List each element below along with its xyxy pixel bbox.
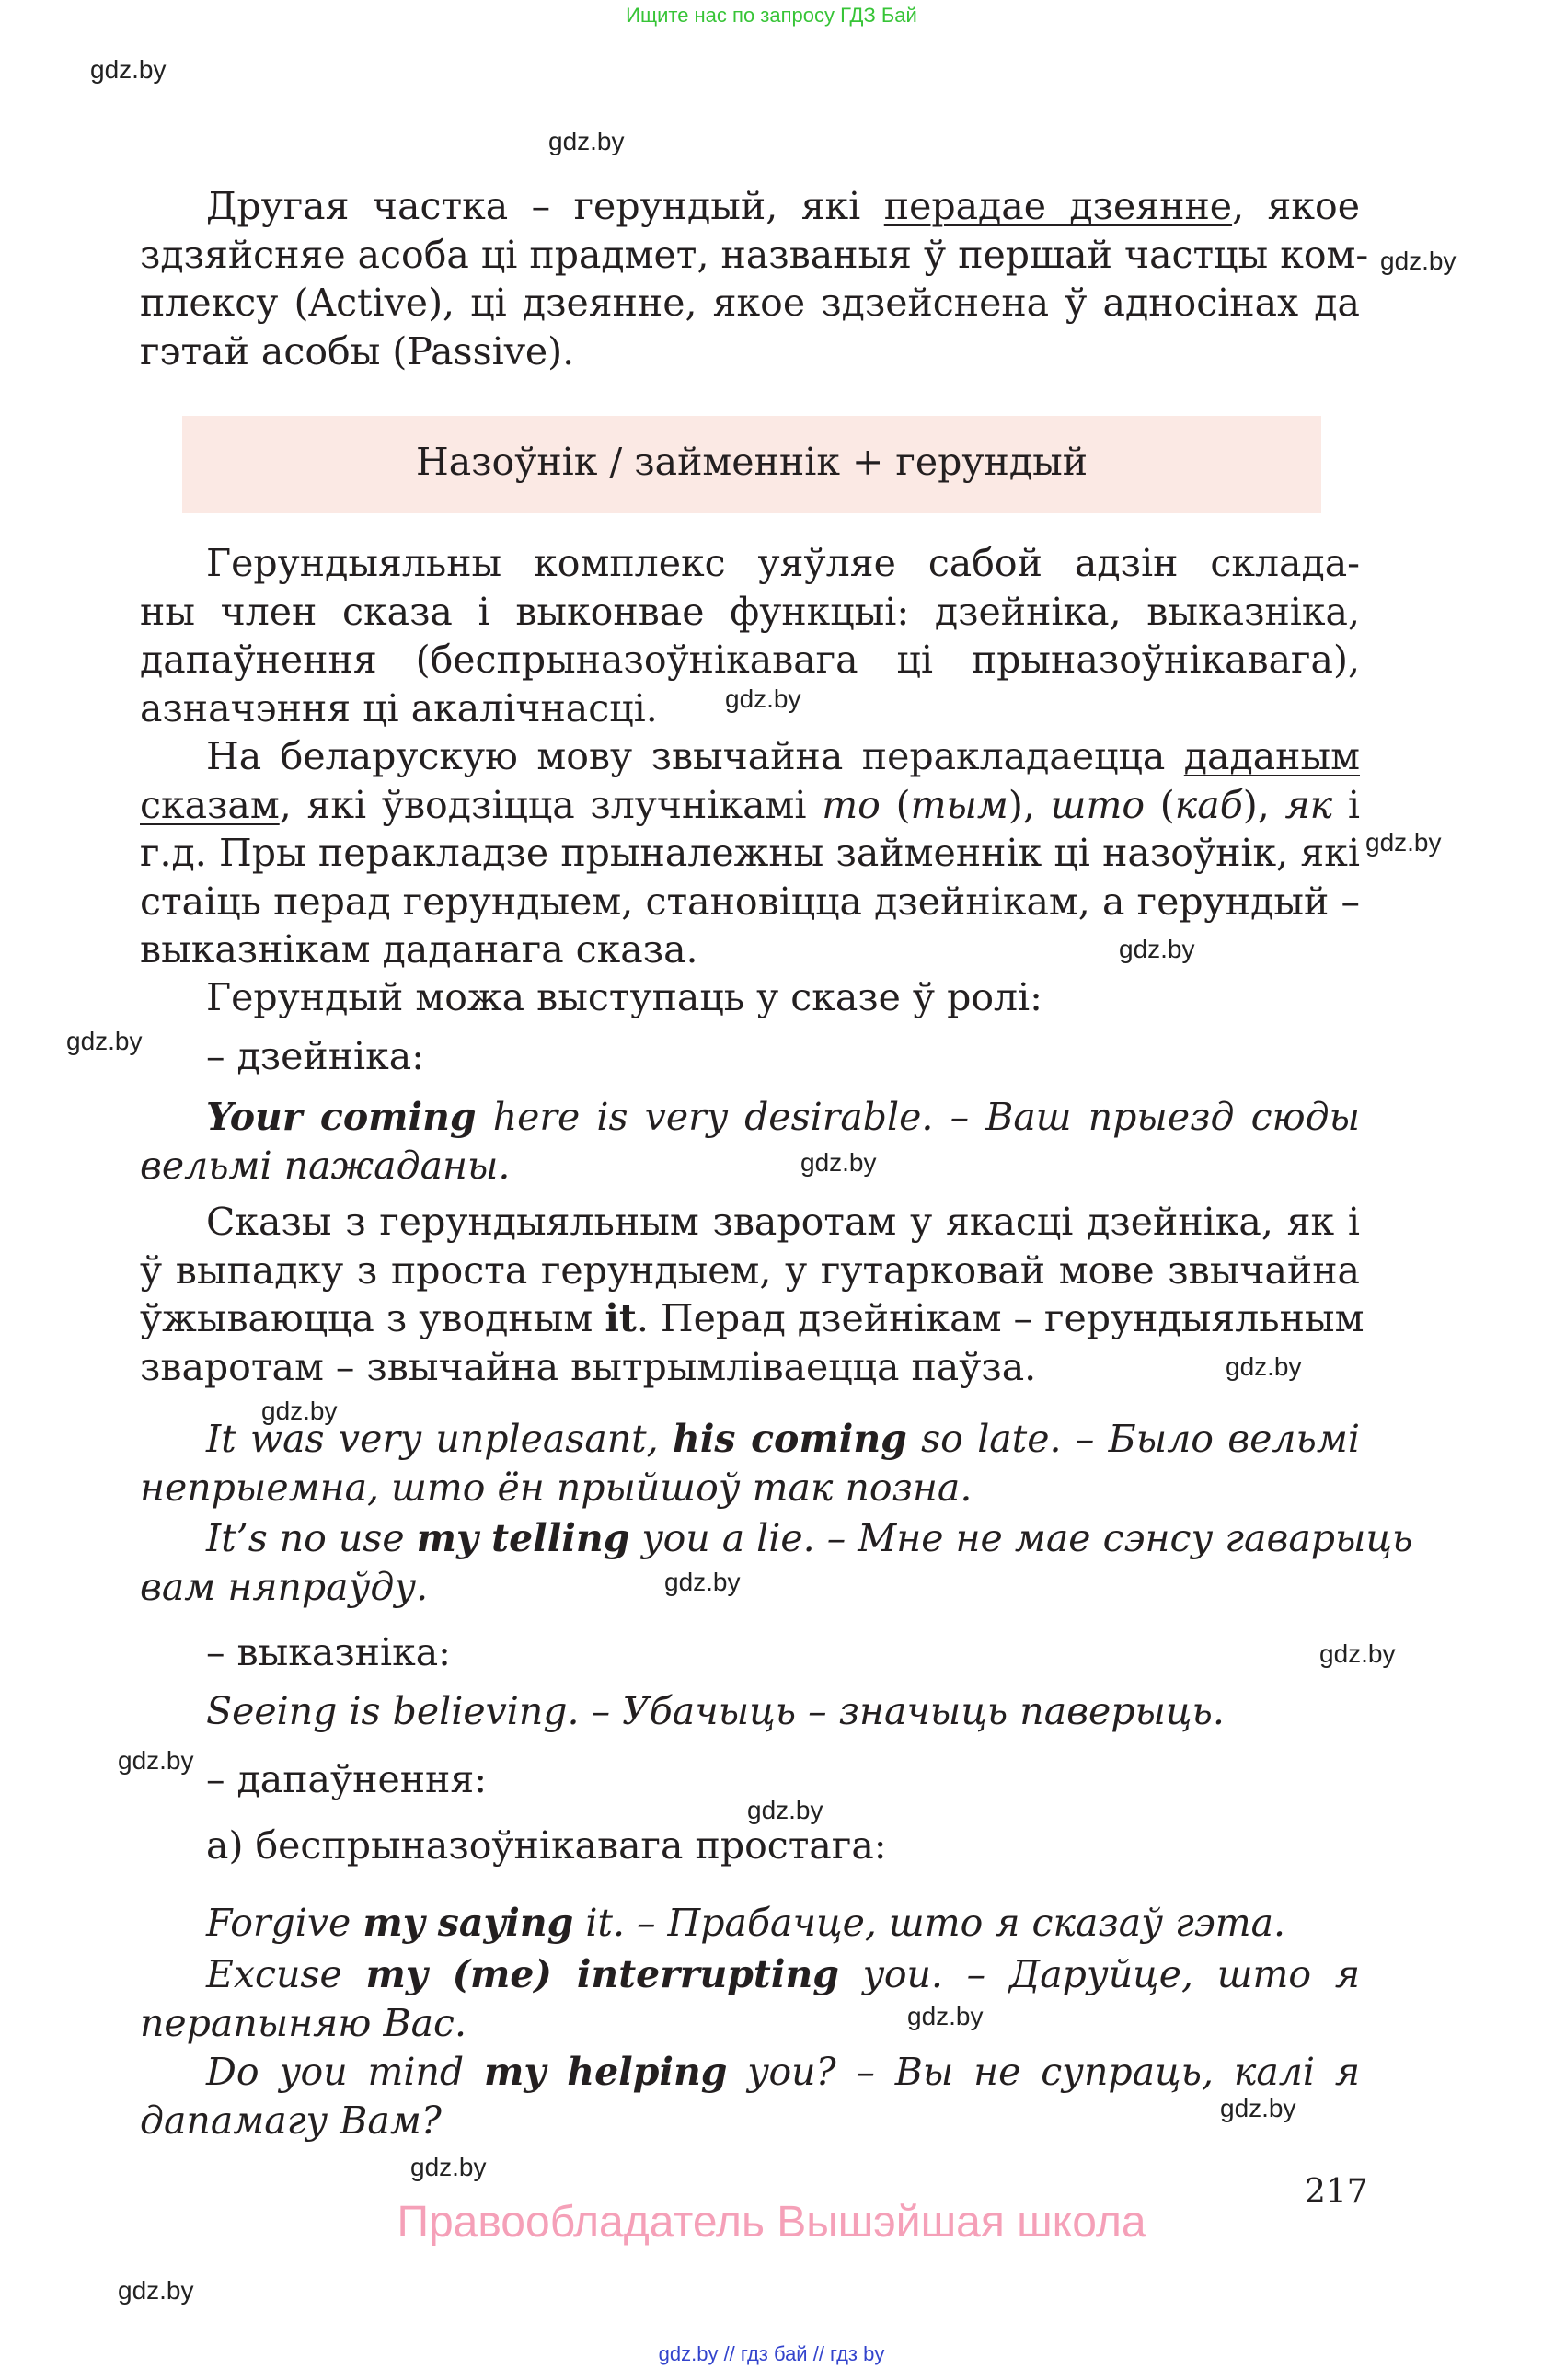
top-banner[interactable]: Ищите нас по запросу ГДЗ Бай <box>626 4 917 27</box>
watermark: gdz.by <box>66 1027 143 1055</box>
watermark: gdz.by <box>90 55 167 84</box>
watermark: gdz.by <box>1226 1352 1302 1381</box>
watermark: gdz.by <box>725 684 801 713</box>
footer-links[interactable]: gdz.by // гдз бай // гдз by <box>658 2342 885 2365</box>
watermark: gdz.by <box>548 127 625 155</box>
watermark: gdz.by <box>118 2276 194 2305</box>
watermark: gdz.by <box>1119 935 1195 963</box>
watermark: gdz.by <box>1365 828 1442 857</box>
watermark: gdz.by <box>1319 1639 1396 1668</box>
example-seeing-is-believing: Seeing is believing. – Убачыць – значыць паверыць. <box>206 1689 1225 1733</box>
copyright-notice: Правообладатель Вышэйшая школа <box>397 2198 1146 2247</box>
example-my-telling: It’s no use my telling you a lie. – Мне не мае сэнсу гаварыць вам няпраўду. <box>140 1516 1413 1609</box>
watermark: gdz.by <box>1220 2094 1296 2122</box>
role-subject-label: – дзейніка: <box>206 1034 425 1078</box>
watermark: gdz.by <box>907 2002 984 2030</box>
paragraph-introductory-it: Сказы з герундыяльным зваротам у якасці дзейніка, як і ў выпадку з проста герундыем, у гутарковай мове звычайна ўжываюцца з уводным it. Перад дзейнікам – герундыяльным зваротам – звычайна вытрымліваецца паўза. <box>140 1200 1365 1389</box>
watermark: gdz.by <box>747 1796 823 1824</box>
role-predicate-label: – выказніка: <box>206 1630 451 1674</box>
example-my-interrupting: Excuse my (me) interrupting you. – Даруйце, што я перапыняю Вас. <box>140 1952 1360 2045</box>
watermark: gdz.by <box>410 2153 487 2181</box>
watermark: gdz.by <box>118 1746 194 1775</box>
watermark: gdz.by <box>664 1568 741 1596</box>
role-object-label: – дапаўнення: <box>206 1757 488 1801</box>
paragraph-roles-intro: Герундый можа выступаць у сказе ў ролі: <box>206 975 1042 1019</box>
example-your-coming: Your coming here is very desirable. – Ваш прыезд сюды вельмі пажаданы. <box>140 1095 1361 1188</box>
page-number: 217 <box>1305 2173 1368 2211</box>
role-object-direct-label: а) беспрыназоўнікавага простага: <box>206 1823 887 1868</box>
example-my-helping: Do you mind my helping you? – Вы не супраць, калі я дапамагу Вам? <box>140 2050 1360 2143</box>
paragraph-complex-definition: Герундыяльны комплекс уяўляе сабой адзін складa- ны член сказа і выконвае функцыі: дзейніка, выказніка, дапаўнення (беспрыназоўнікавага ці прыназоўнікавага), азначэння ці акалічнасці. <box>140 541 1360 730</box>
rule-title: Назоўнік / займеннік + герундый <box>415 440 1088 484</box>
example-my-saying: Forgive my saying it. – Прабачце, што я сказаў гэта. <box>206 1901 1286 1945</box>
rule-box <box>182 416 1321 513</box>
watermark: gdz.by <box>1380 247 1457 275</box>
paragraph-translation: На беларускую мову звычайна перакладаецца даданым сказам, які ўводзіцца злучнікамі то (тым), што (каб), як і г.д. Пры перакладзе прыналежны займеннік ці назоўнік, які стаіць перад герундыем, становіцца дзейнікам, а герундый – выказнікам даданага сказа. <box>140 734 1361 972</box>
paragraph-gerund-part: Другая частка – герундый, які перадае дзеянне, якое здзяйсняе асоба ці прадмет, названыя ў першай частцы ком- плексу (Active), ці дзеянне, якое здзейснена ў адносінах да гэтай асобы (Passive). <box>140 184 1369 374</box>
watermark: gdz.by <box>261 1397 338 1425</box>
example-his-coming: It was very unpleasant, his coming so late. – Было вельмі непрыемна, што ён прыйшоў так позна. <box>140 1417 1360 1510</box>
watermark: gdz.by <box>800 1148 877 1177</box>
